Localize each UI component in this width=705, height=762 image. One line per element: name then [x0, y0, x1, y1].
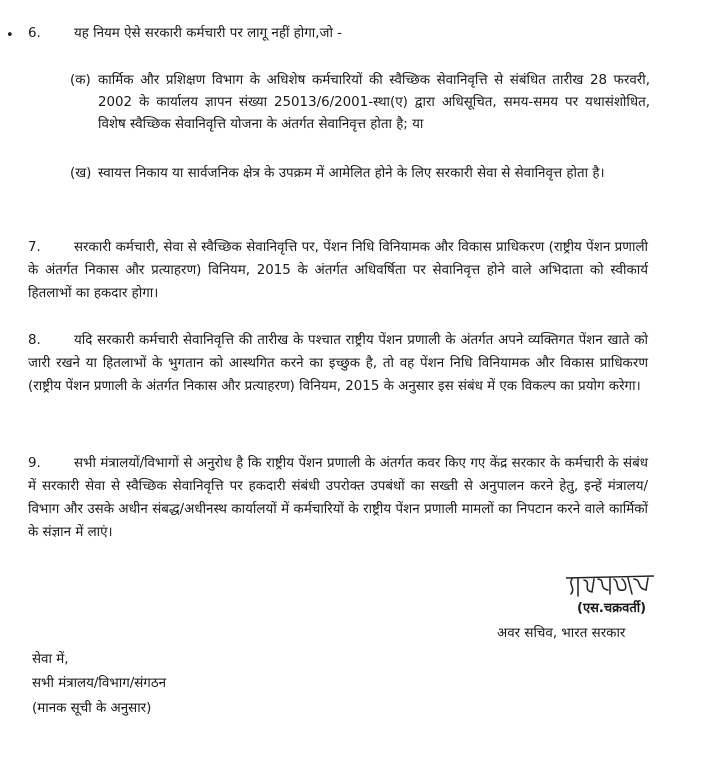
paragraph-9 — [28, 452, 648, 544]
paragraph-7 — [28, 236, 648, 305]
paragraph-8 — [28, 329, 648, 398]
address-line-1: सेवा में, — [32, 652, 69, 667]
sub-item-text: कार्मिक और प्रशिक्षण विभाग के अधिशेष कर्मचारियों की स्वैच्छिक सेवानिवृत्ति से संबंधित तारीख 28 फरवरी, 2002 के कार्यालय ज्ञापन संख्या 25013/6/2001-स्था(ए) द्वारा अधिसूचित, समय-समय पर यथासंशोधित, विशेष स्वैच्छिक सेवानिवृत्ति योजना के अंतर्गत सेवानिवृत्त होता है; या — [98, 73, 650, 132]
handwritten-signature — [560, 570, 660, 600]
paragraph-text: सभी मंत्रालयों/विभागों से अनुरोध है कि राष्ट्रीय पेंशन प्रणाली के अंतर्गत कवर किए गए केंद्र सरकार के कर्मचारी के संबंध में सरकारी सेवा से स्वैच्छिक सेवानिवृत्ति पर हकदारी संबंधी उपरोक्त उपबंधों का सख्ती से अनुपालन करने हेतु, इन्हें मंत्रालय/विभाग और उसके अधीन संबद्ध/अधीनस्थ कार्यालयों में कर्मचारियों के राष्ट्रीय पेंशन प्रणाली मामलों का निपटान करने वाले कार्मिकों के संज्ञान में लाएं। — [28, 456, 648, 540]
margin-bullet: • — [6, 28, 14, 43]
sub-item-text: स्वायत्त निकाय या सार्वजनिक क्षेत्र के उपक्रम में आमेलित होने के लिए सरकारी सेवा से सेवानिवृत्त होता है। — [98, 166, 605, 181]
address-line-2: सभी मंत्रालय/विभाग/संगठन — [32, 676, 167, 691]
sub-item-marker: (क) — [70, 73, 91, 88]
paragraph-number: 6. — [28, 26, 41, 41]
signatory-name: (एस.चक्रवर्ती) — [577, 601, 647, 616]
signatory-designation: अवर सचिव, भारत सरकार — [497, 626, 626, 641]
paragraph-text: यह नियम ऐसे सरकारी कर्मचारी पर लागू नहीं होगा,जो - — [74, 26, 343, 41]
sub-item-ka — [70, 70, 650, 136]
sub-item-marker: (ख) — [70, 166, 92, 181]
sub-item-kha — [70, 163, 650, 185]
paragraph-text: सरकारी कर्मचारी, सेवा से स्वैच्छिक सेवानिवृत्ति पर, पेंशन निधि विनियामक और विकास प्राधिकरण (राष्ट्रीय पेंशन प्रणाली के अंतर्गत निकास और प्रत्याहरण) विनियम, 2015 के अंतर्गत अधिवर्षिता पर सेवानिवृत्त होने वाले अभिदाता को स्वीकार्य हितलाभों का हकदार होगा। — [28, 240, 648, 301]
address-line-3: (मानक सूची के अनुसार) — [32, 701, 152, 716]
paragraph-number: 9. — [28, 456, 41, 471]
paragraph-number: 8. — [28, 333, 41, 348]
paragraph-number: 7. — [28, 240, 41, 255]
signature-scribble — [562, 570, 658, 600]
paragraph-text: यदि सरकारी कर्मचारी सेवानिवृत्ति की तारीख के पश्चात राष्ट्रीय पेंशन प्रणाली के अंतर्गत अपने व्यक्तिगत पेंशन खाते को जारी रखने या हितलाभों के भुगतान को आस्थगित करने का इच्छुक है, तो वह पेंशन निधि विनियामक और विकास प्राधिकरण (राष्ट्रीय पेंशन प्रणाली के अंतर्गत निकास और प्रत्याहरण) विनियम, 2015 के अनुसार इस संबंध में एक विकल्प का प्रयोग करेगा। — [28, 333, 648, 394]
paragraph-6 — [28, 22, 648, 45]
